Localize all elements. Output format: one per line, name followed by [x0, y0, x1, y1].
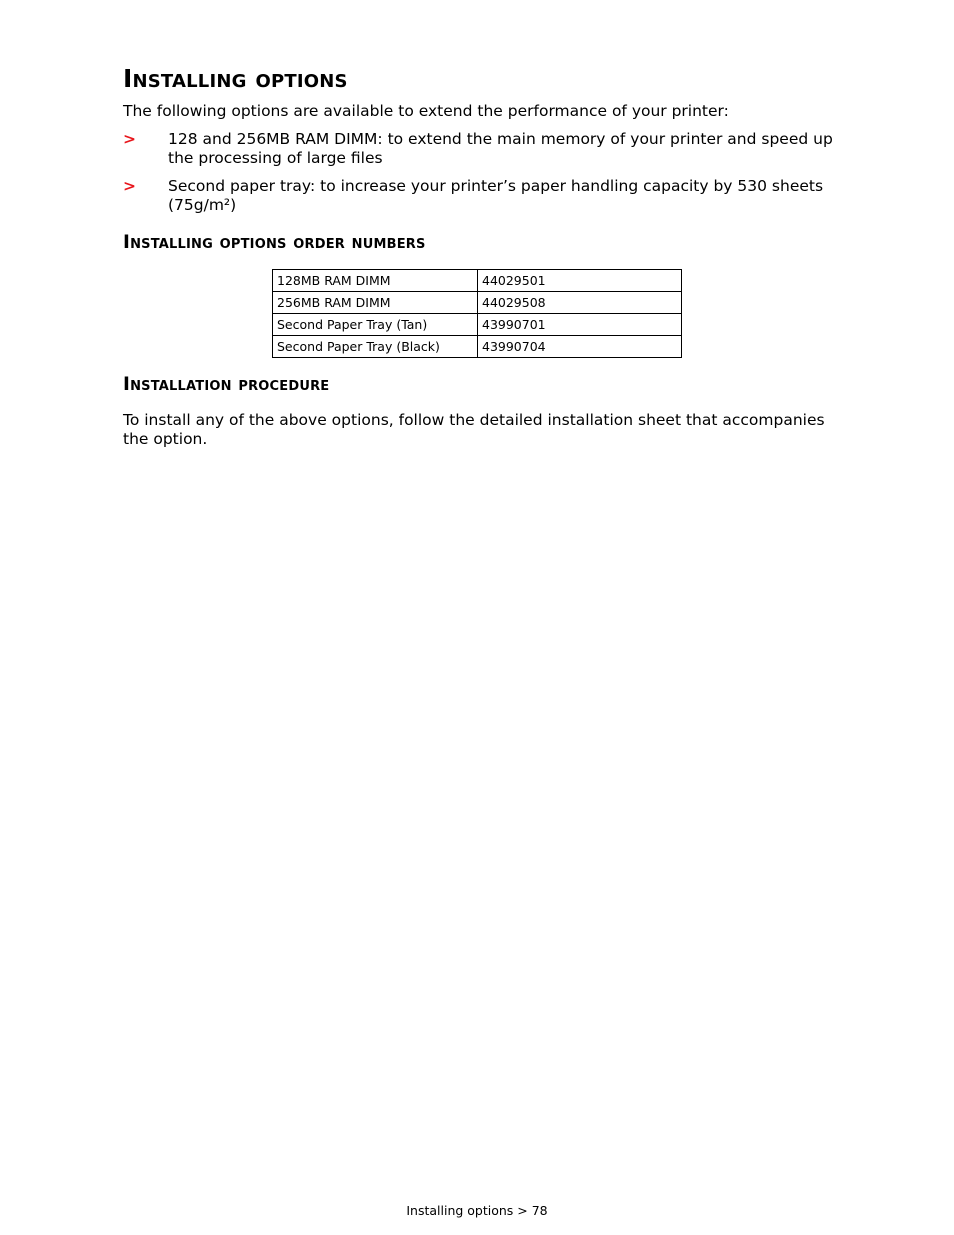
item-cell: Second Paper Tray (Tan)	[273, 314, 478, 336]
order-number-cell: 43990701	[478, 314, 682, 336]
order-numbers-heading: Installing options order numbers	[123, 232, 426, 253]
item-cell: 128MB RAM DIMM	[273, 270, 478, 292]
procedure-paragraph: To install any of the above options, follow the detailed installation sheet that accompanies the option.	[123, 411, 825, 448]
bullet-item	[123, 177, 833, 215]
order-number-cell: 44029501	[478, 270, 682, 292]
item-cell: Second Paper Tray (Black)	[273, 336, 478, 358]
bullet-text: 128 and 256MB RAM DIMM: to extend the main memory of your printer and speed up the processing of large files	[168, 130, 833, 167]
order-number-cell: 43990704	[478, 336, 682, 358]
page-footer: Installing options > 78	[406, 1203, 548, 1218]
intro-paragraph: The following options are available to extend the performance of your printer:	[123, 102, 729, 120]
bullet-marker: >	[123, 130, 136, 148]
table-row	[273, 292, 682, 314]
page-title: Installing options	[123, 64, 348, 93]
table-row	[273, 336, 682, 358]
bullet-text: Second paper tray: to increase your printer’s paper handling capacity by 530 sheets (75g/m²)	[168, 177, 824, 214]
table-row	[273, 314, 682, 336]
order-numbers-table	[272, 269, 682, 358]
bullet-item	[123, 130, 833, 168]
item-cell: 256MB RAM DIMM	[273, 292, 478, 314]
table-row	[273, 270, 682, 292]
order-number-cell: 44029508	[478, 292, 682, 314]
installation-procedure-heading: Installation procedure	[123, 374, 330, 395]
bullet-marker: >	[123, 177, 136, 195]
